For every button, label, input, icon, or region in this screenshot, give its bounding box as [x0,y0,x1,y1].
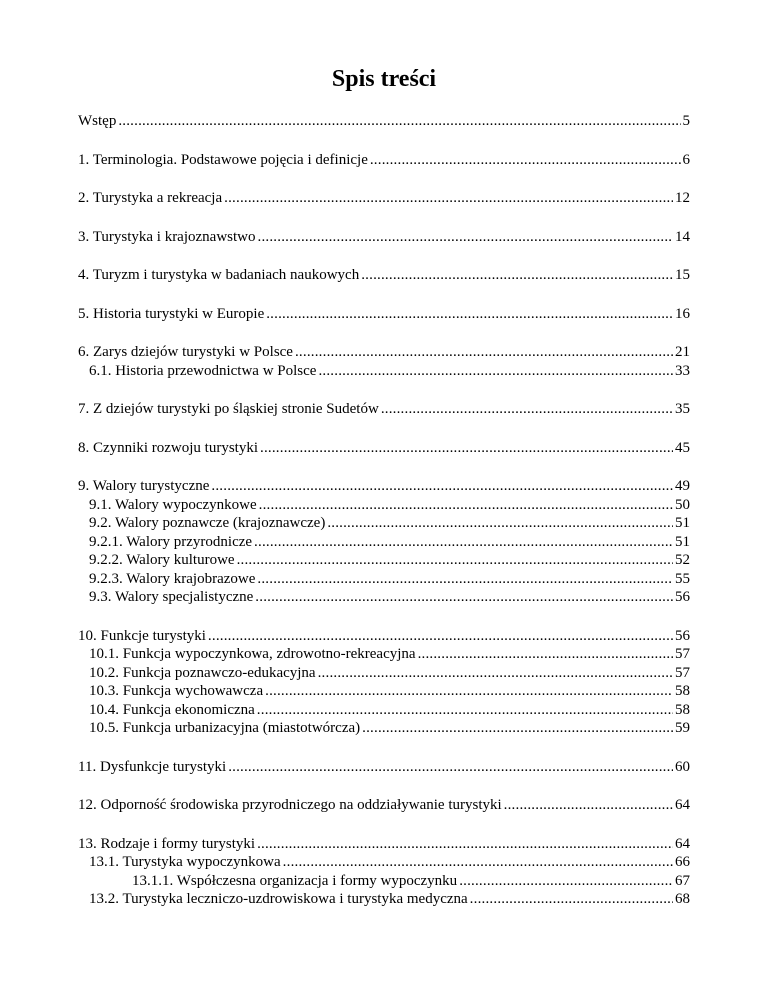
toc-entry [78,664,690,683]
toc-entry [78,890,690,909]
toc-entry-page-number: 56 [675,589,690,605]
toc-entry-title: 9.1. Walory wypoczynkowe [89,496,257,513]
toc-group [78,439,690,458]
toc-group [78,758,690,777]
toc-entry [78,719,690,738]
toc-entry-title: 9.2.3. Walory krajobrazowe [89,570,256,587]
toc-group [78,112,690,131]
toc-entry-page-number: 16 [675,305,690,322]
toc-entry [78,496,690,515]
dot-leader [118,112,680,131]
toc-entry-page-number: 12 [675,190,690,206]
toc-entry-title: 13. Rodzaje i formy turystyki [78,835,256,852]
toc-group [78,343,690,380]
dot-leader [459,872,673,891]
toc-entry [78,758,690,777]
toc-entry-page-number: 64 [675,797,690,813]
toc-entry [78,151,690,170]
toc-entry [78,835,690,854]
toc-entry [78,853,690,872]
dot-leader [254,533,673,552]
dot-leader [361,266,673,285]
toc-entry-title: Wstęp [78,113,117,129]
toc-entry-page-number: 51 [675,515,690,531]
toc-entry-page-number: 33 [675,362,690,379]
dot-leader [327,514,673,533]
toc-entry-title: 9.3. Walory specjalistyczne [89,589,254,605]
dot-leader [224,189,673,208]
toc-entry-page-number: 15 [675,267,690,283]
dot-leader [258,228,674,247]
toc-entry-page-number: 58 [675,701,690,718]
dot-leader [381,400,673,419]
dot-leader [266,305,673,324]
toc-entry-page-number: 52 [675,552,690,568]
dot-leader [470,890,673,909]
toc-entry-page-number: 14 [675,228,690,245]
dot-leader [260,439,673,458]
dot-leader [504,796,673,815]
toc-entry [78,682,690,701]
toc-entry [78,189,690,208]
toc-entry [78,570,690,589]
toc-entry-title: 13.1. Turystyka wypoczynkowa [89,854,281,870]
dot-leader [208,627,673,646]
toc-entry-title: 9.2.2. Walory kulturowe [89,552,235,568]
toc-entry-title: 13.2. Turystyka leczniczo-uzdrowiskowa i turystyka medyczna [89,891,468,907]
toc-entry-title: 10.4. Funkcja ekonomiczna [89,701,255,718]
toc-entry-page-number: 60 [675,758,690,775]
toc-entry [78,400,690,419]
toc-entry [78,533,690,552]
toc-entry [78,477,690,496]
toc-group [78,400,690,419]
toc-entry-title: 4. Turyzm i turystyka w badaniach naukowych [78,267,360,283]
toc-entry [78,112,690,131]
toc-entry-title: 10.3. Funkcja wychowawcza [89,683,264,699]
page-title: Spis treści [331,66,437,92]
toc-entry-page-number: 59 [675,720,690,736]
toc-entry-title: 2. Turystyka a rekreacja [78,190,223,206]
toc-group [78,305,690,324]
toc-entry-title: 9. Walory turystyczne [78,478,210,494]
toc-entry [78,514,690,533]
toc-entry [78,796,690,815]
toc-group [78,477,690,607]
toc-entry-page-number: 21 [675,344,690,360]
toc-entry-title: 8. Czynniki rozwoju turystyki [78,439,258,456]
toc-entry-page-number: 67 [675,872,690,889]
toc-group [78,627,690,738]
toc-entry-page-number: 35 [675,401,690,417]
dot-leader [211,477,673,496]
toc-group [78,228,690,247]
dot-leader [362,719,673,738]
toc-entry-page-number: 58 [675,683,690,699]
toc-entry [78,627,690,646]
toc-group [78,796,690,815]
dot-leader [318,362,673,381]
dot-leader [418,645,673,664]
toc-entry-title: 13.1.1. Współczesna organizacja i formy wypoczynku [132,872,458,889]
table-of-contents [78,112,690,929]
toc-entry-page-number: 6 [682,151,690,168]
toc-entry [78,343,690,362]
toc-entry-title: 3. Turystyka i krajoznawstwo [78,228,256,245]
toc-entry-title: 10.5. Funkcja urbanizacyjna (miastotwórcza) [89,720,361,736]
toc-group [78,835,690,909]
dot-leader [257,701,673,720]
dot-leader [257,570,673,589]
dot-leader [283,853,673,872]
toc-entry [78,439,690,458]
toc-entry-title: 1. Terminologia. Podstawowe pojęcia i definicje [78,151,368,168]
dot-leader [259,496,673,515]
toc-entry-title: 7. Z dziejów turystyki po śląskiej stronie Sudetów [78,401,379,417]
toc-group [78,151,690,170]
toc-entry-title: 12. Odporność środowiska przyrodniczego na oddziaływanie turystyki [78,797,502,813]
toc-entry-title: 9.2. Walory poznawcze (krajoznawcze) [89,515,326,531]
toc-entry-page-number: 57 [675,646,690,662]
toc-entry [78,701,690,720]
toc-entry-page-number: 45 [675,439,690,456]
dot-leader [228,758,673,777]
dot-leader [370,151,681,170]
toc-entry [78,228,690,247]
toc-entry-title: 9.2.1. Walory przyrodnicze [89,533,253,550]
toc-entry-page-number: 55 [675,570,690,587]
toc-entry-title: 11. Dysfunkcje turystyki [78,758,227,775]
toc-entry-page-number: 68 [675,891,690,907]
toc-entry [78,645,690,664]
dot-leader [265,682,673,701]
toc-entry-title: 6.1. Historia przewodnictwa w Polsce [89,362,317,379]
toc-entry-page-number: 50 [675,496,690,513]
toc-group [78,266,690,285]
toc-entry-title: 10.2. Funkcja poznawczo-edukacyjna [89,664,316,681]
dot-leader [255,588,673,607]
toc-group [78,189,690,208]
toc-entry-page-number: 57 [675,664,690,681]
toc-entry [78,362,690,381]
dot-leader [257,835,673,854]
toc-entry-page-number: 51 [675,533,690,550]
toc-entry [78,305,690,324]
toc-entry [78,266,690,285]
toc-entry-page-number: 64 [675,835,690,852]
toc-entry [78,872,690,891]
dot-leader [237,551,673,570]
toc-entry-title: 5. Historia turystyki w Europie [78,305,265,322]
dot-leader [318,664,673,683]
toc-entry-page-number: 56 [675,627,690,644]
toc-entry-title: 10. Funkcje turystyki [78,627,206,644]
toc-entry [78,588,690,607]
toc-entry-page-number: 66 [675,854,690,870]
dot-leader [295,343,673,362]
toc-entry-page-number: 49 [675,478,690,494]
toc-entry [78,551,690,570]
toc-entry-page-number: 5 [682,113,690,129]
toc-entry-title: 6. Zarys dziejów turystyki w Polsce [78,344,293,360]
toc-entry-title: 10.1. Funkcja wypoczynkowa, zdrowotno-rekreacyjna [89,646,416,662]
